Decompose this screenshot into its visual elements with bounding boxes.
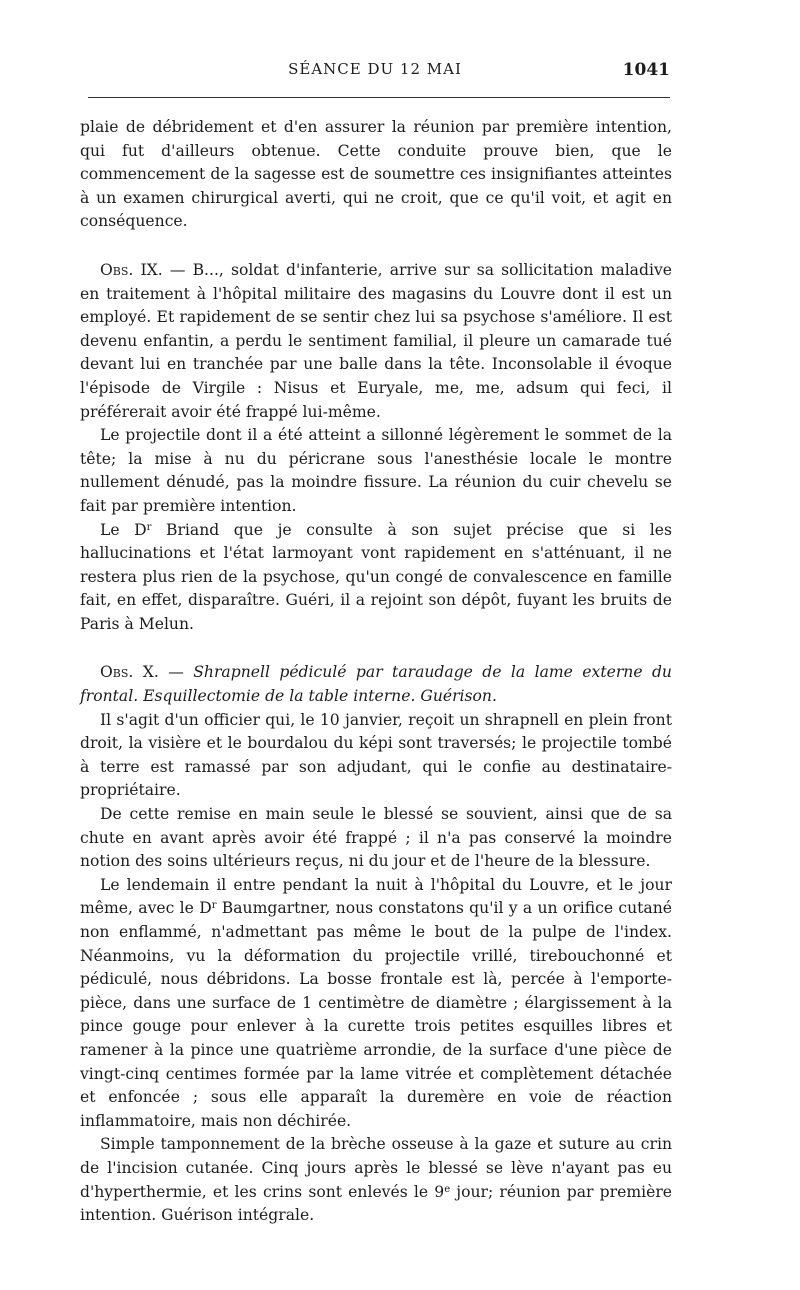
- paragraph: [80, 519, 672, 637]
- running-title: SÉANCE DU 12 MAI: [288, 60, 462, 78]
- observation-label: Obs. IX.: [100, 260, 163, 279]
- superscript: e: [444, 1183, 451, 1195]
- paragraph: De cette remise en main seule le blessé se souvient, ainsi que de sa chute en avant après avoir été frappé ; il n'a pas conservé la moindre notion des soins ultérieurs reçus, ni du jour et de l'heure de la blessure.: [80, 805, 672, 871]
- paragraph: Le projectile dont il a été atteint a sillonné légèrement le sommet de la tête; la mise à nu du péricrane sous l'anesthésie locale le montre nullement dénudé, pas la moindre fissure. La réunion du cuir chevelu se fait par première intention.: [80, 426, 672, 515]
- page-number: 1041: [622, 60, 670, 80]
- paragraph: [80, 874, 672, 1134]
- dash: —: [158, 663, 194, 682]
- paragraph-text: Simple tamponnement de la brèche osseuse à la gaze et suture au crin de l'incision cutanée. Cinq jours après le blessé se lève n'ayant pas eu d'hyperthermie, et les crins sont enlevés le 9: [80, 1135, 672, 1201]
- observation-9: [80, 259, 672, 424]
- paragraph-continued: plaie de débridement et d'en assurer la réunion par première intention, qui fut d'ailleurs obtenue. Cette conduite prouve bien, que le commencement de la sagesse est de soumettre ces insignifiantes atteintes à un examen chirurgical averti, qui ne croit, que ce qu'il voit, et agit en conséquence.: [80, 118, 672, 231]
- observation-10-heading: [80, 661, 672, 708]
- observation-10-title: Shrapnell pédiculé par taraudage de la lame externe du frontal. Esquillectomie de la table interne. Guérison.: [80, 663, 672, 706]
- paragraph-text: Le lendemain il entre pendant la nuit à l'hôpital du Louvre, et le jour même, avec le D: [80, 875, 672, 918]
- observation-label: Obs. X.: [100, 663, 159, 682]
- observation-9-text: — B..., soldat d'infanterie, arrive sur sa sollicitation maladive en traitement à l'hôpital militaire des magasins du Louvre dont il est un employé. Et rapidement de se sentir chez lui sa psychose s'améliore. Il est devenu enfantin, a perdu le sentiment familial, il pleure un camarade tué devant lui en tranchée par une balle dans la tête. Inconsolable il évoque l'épisode de Virgile : Nisus et Euryale, me, me, adsum qui feci, il préférerait avoir été frappé lui-même.: [80, 260, 672, 421]
- paragraph-text: Le D: [100, 520, 147, 539]
- header-rule: [88, 97, 670, 98]
- superscript: r: [211, 900, 217, 912]
- paragraph: Il s'agit d'un officier qui, le 10 janvier, reçoit un shrapnell en plein front droit, la visière et le bourdalou du képi sont traversés; le projectile tombé à terre est ramassé par son adjudant, qui le confie au destinataire-propriétaire.: [80, 710, 672, 800]
- body-text: [80, 116, 672, 1228]
- page-header: [80, 60, 670, 84]
- superscript: r: [146, 521, 152, 533]
- paragraph: [80, 1133, 672, 1227]
- paragraph-text: jour; réunion par première intention. Guérison intégrale.: [80, 1182, 673, 1225]
- paragraph-text: Briand que je consulte à son sujet précise que si les hallucinations et l'état larmoyant vont rapidement en s'atténuant, il ne restera plus rien de la psychose, qu'un congé de convalescence en famille fait, en effet, disparaître. Guéri, il a rejoint son dépôt, fuyant les bruits de Paris à Melun.: [80, 520, 672, 633]
- paragraph-text: Baumgartner, nous constatons qu'il y a un orifice cutané non enflammé, n'admettant pas même le bout de la pulpe de l'index. Néanmoins, vu la déformation du projectile vrillé, tirebouchonné et pédiculé, nous débridons. La bosse frontale est là, percée à l'emporte-pièce, dans une surface de 1 centimètre de diamètre ; élargissement à la pince gouge pour enlever à la curette trois petites esquilles libres et ramener à la pince une quatrième arrondie, de la surface d'une pièce de vingt-cinq centimes formée par la lame vitrée et complètement détachée et enfoncée ; sous elle apparaît la duremère en voie de réaction inflammatoire, mais non déchirée.: [80, 899, 672, 1130]
